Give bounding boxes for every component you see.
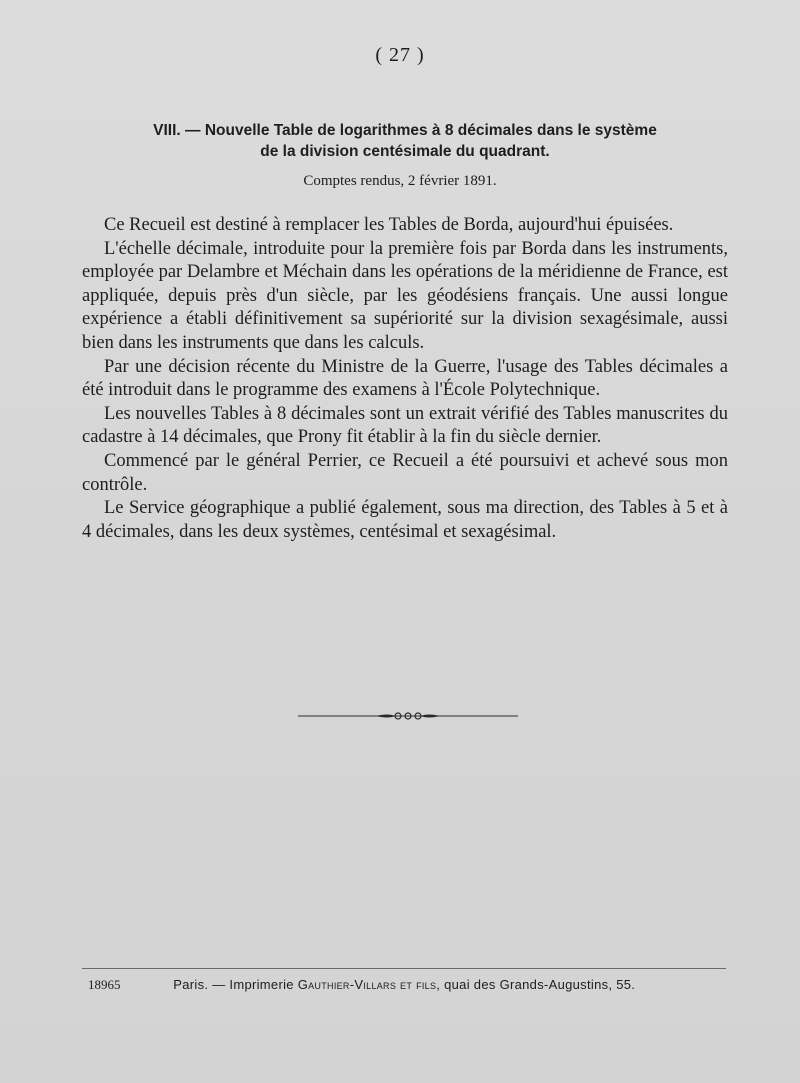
printer-footer <box>88 977 728 993</box>
paragraph: Ce Recueil est destiné à remplacer les Tables de Borda, aujourd'hui épuisées. <box>104 215 674 235</box>
paragraph: Par une décision récente du Ministre de la Guerre, l'usage des Tables décimales a été introduit dans le programme des examens à l'École Polytechnique. <box>82 356 728 401</box>
paragraph: Le Service géographique a publié également, sous ma direction, des Tables à 5 et à 4 décimales, dans les deux systèmes, centésimal et sexagésimal. <box>82 498 728 542</box>
paragraph: Les nouvelles Tables à 8 décimales sont un extrait vérifié des Tables manuscrites du cadastre à 14 décimales, que Prony fit établir à la fin du siècle dernier. <box>82 403 728 448</box>
heading-line-2: de la division centésimale du quadrant. <box>260 143 550 160</box>
paragraph: L'échelle décimale, introduite pour la première fois par Borda dans les instruments, employée par Delambre et Méchain dans les opérations de la méridienne de France, est appliquée, depuis près d'un siècle, par les géodésiens français. Une aussi longue expérience a établi définitivement sa supériorité sur la division sexagésimale, aussi bien dans les instruments que dans les calculs. <box>82 238 728 353</box>
paragraph: Commencé par le général Perrier, ce Recueil a été poursuivi et achevé sous mon contrôle. <box>82 450 728 495</box>
printer-name: Gauthier-Villars et fils <box>297 977 437 992</box>
source-citation: Comptes rendus, 2 février 1891. <box>303 173 497 189</box>
imprint-prefix: Paris. — Imprimerie <box>173 977 298 992</box>
section-heading <box>120 120 690 162</box>
job-number: 18965 <box>88 977 121 992</box>
page-number: ( 27 ) <box>375 44 425 66</box>
footer-divider <box>82 968 726 969</box>
ornament-divider <box>298 706 518 726</box>
imprint-text <box>173 977 635 992</box>
body-text <box>82 214 728 544</box>
imprint-suffix: , quai des Grands-Augustins, 55. <box>436 977 636 992</box>
heading-line-1: VIII. — Nouvelle Table de logarithmes à 8 décimales dans le système <box>153 122 657 139</box>
